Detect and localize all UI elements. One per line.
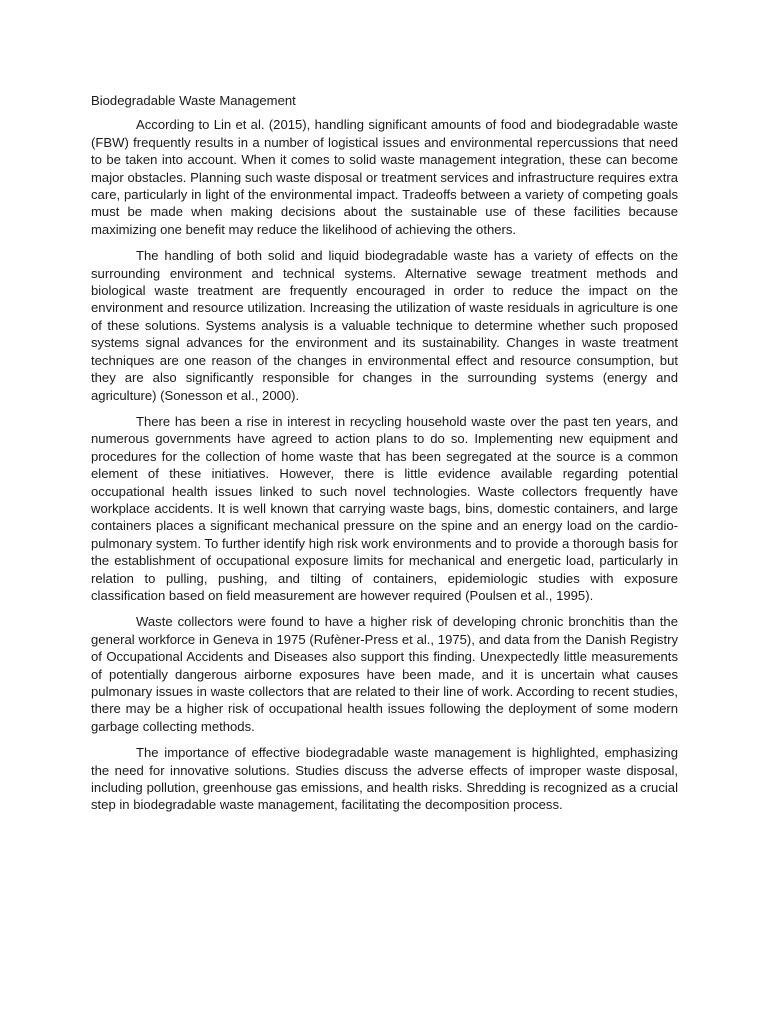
paragraph-3: There has been a rise in interest in recycling household waste over the past ten years, and numerous governments have agreed to action plans to do so. Implementing new equipment and procedures for the collection of home waste that has been segregated at the source is a common element of these initiatives. However, there is little evidence available regarding potential occupational health issues linked to such novel technologies. Waste collectors frequently have workplace accidents. It is well known that carrying waste bags, bins, domestic containers, and large containers places a significant mechanical pressure on the spine and an energy load on the cardio-pulmonary system. To further identify high risk work environments and to provide a thorough basis for the establishment of occupational exposure limits for mechanical and energetic load, particularly in relation to pulling, pushing, and tilting of containers, epidemiologic studies with exposure classification based on field measurement are however required (Poulsen et al., 1995). <box>91 413 678 603</box>
paragraph-4: Waste collectors were found to have a higher risk of developing chronic bronchitis than the general workforce in Geneva in 1975 (Rufèner-Press et al., 1975), and data from the Danish Registry of Occupational Accidents and Diseases also support this finding. Unexpectedly little measurements of potentially dangerous airborne exposures have been made, and it is uncertain what causes pulmonary issues in waste collectors that are related to their line of work. According to recent studies, there may be a higher risk of occupational health issues following the deployment of some modern garbage collecting methods. <box>91 614 678 734</box>
paragraph-5: The importance of effective biodegradable waste management is highlighted, emphasizing the need for innovative solutions. Studies discuss the adverse effects of improper waste disposal, including pollution, greenhouse gas emissions, and health risks. Shredding is recognized as a crucial step in biodegradable waste management, facilitating the decomposition process. <box>91 745 678 813</box>
paragraph-2: The handling of both solid and liquid biodegradable waste has a variety of effects on the surrounding environment and technical systems. Alternative sewage treatment methods and biological waste treatment are frequently encouraged in order to reduce the impact on the environment and resource utilization. Increasing the utilization of waste residuals in agriculture is one of these solutions. Systems analysis is a valuable technique to determine whether such proposed systems signal advances for the environment and its sustainability. Changes in waste treatment techniques are one reason of the changes in environmental effect and resource consumption, but they are also significantly responsible for changes in the surrounding systems (energy and agriculture) (Sonesson et al., 2000). <box>91 248 678 403</box>
document-title: Biodegradable Waste Management <box>91 93 296 108</box>
paragraph-1: According to Lin et al. (2015), handling significant amounts of food and biodegradable waste (FBW) frequently results in a number of logistical issues and environmental repercussions that need to be taken into account. When it comes to solid waste management integration, these can become major obstacles. Planning such waste disposal or treatment services and infrastructure requires extra care, particularly in light of the environmental impact. Tradeoffs between a variety of competing goals must be made when making decisions about the sustainable use of these facilities because maximizing one benefit may reduce the likelihood of achieving the others. <box>91 117 678 237</box>
document-body <box>91 92 678 823</box>
